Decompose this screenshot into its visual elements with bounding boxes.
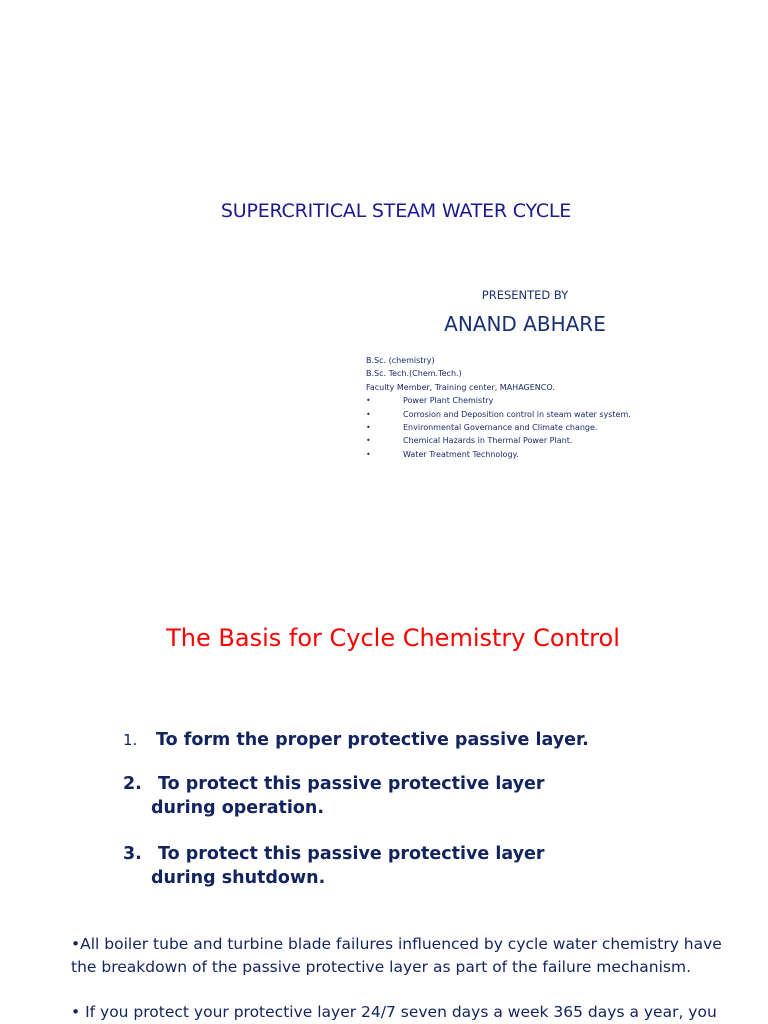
expertise-label: Power Plant Chemistry xyxy=(403,396,494,406)
numbered-item xyxy=(123,728,589,752)
bullet-icon: • xyxy=(366,449,371,459)
expertise-label: Water Treatment Technology. xyxy=(403,449,519,459)
expertise-item xyxy=(366,448,631,461)
expertise-label: Corrosion and Deposition control in steam water system. xyxy=(403,409,631,419)
section-title: The Basis for Cycle Chemistry Control xyxy=(166,624,620,652)
slide-title: SUPERCRITICAL STEAM WATER CYCLE xyxy=(220,200,572,222)
item-number: 3. xyxy=(123,844,142,864)
credential-line: B.Sc. (chemistry) xyxy=(366,356,435,365)
numbered-item xyxy=(123,772,545,820)
item-text: To form the proper protective passive layer. xyxy=(156,730,589,750)
expertise-item xyxy=(366,408,631,421)
item-number: 1. xyxy=(123,731,138,749)
expertise-item xyxy=(366,434,631,447)
body-paragraph: • If you protect your protective layer 24/7 seven days a week 365 days a year, you xyxy=(71,1003,717,1021)
numbered-item xyxy=(123,842,545,890)
item-text-continued: during shutdown. xyxy=(151,868,326,888)
bullet-icon: • xyxy=(366,423,371,433)
bullet-icon: • xyxy=(366,409,371,419)
presenter-name: ANAND ABHARE xyxy=(444,312,606,336)
expertise-label: Chemical Hazards in Thermal Power Plant. xyxy=(403,436,573,446)
item-text: To protect this passive protective layer xyxy=(158,774,545,794)
credential-line: Faculty Member, Training center, MAHAGENCO. xyxy=(366,382,555,392)
credential-line: B.Sc. Tech.(Chem.Tech.) xyxy=(366,369,462,379)
expertise-label: Environmental Governance and Climate change. xyxy=(403,423,598,433)
item-text-continued: during operation. xyxy=(151,798,325,818)
item-text: To protect this passive protective layer xyxy=(158,844,545,864)
expertise-item xyxy=(366,421,631,434)
bullet-icon: • xyxy=(366,436,371,446)
expertise-item xyxy=(366,394,631,407)
presenter-credentials xyxy=(366,354,631,461)
item-number: 2. xyxy=(123,774,142,794)
body-paragraph: •All boiler tube and turbine blade failures influenced by cycle water chemistry have the breakdown of the passive protective layer as part of the failure mechanism. xyxy=(71,935,722,976)
bullet-icon: • xyxy=(366,396,371,406)
presented-by-label: PRESENTED BY xyxy=(481,288,569,302)
